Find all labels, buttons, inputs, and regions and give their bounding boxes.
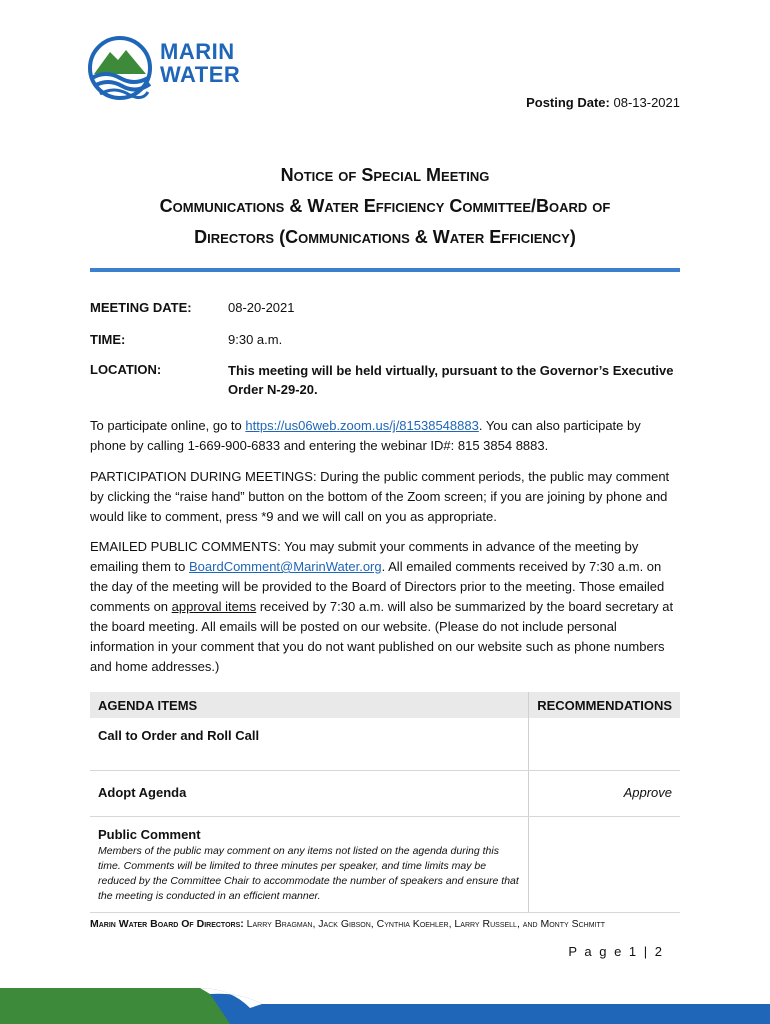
logo-line-2: WATER <box>160 62 241 87</box>
board-comment-email-link[interactable]: BoardComment@MarinWater.org <box>189 559 382 574</box>
participate-paragraph <box>90 416 680 456</box>
posting-date <box>526 95 680 110</box>
agenda-item-title: Public Comment <box>98 826 201 842</box>
agenda-item-cell <box>90 816 529 912</box>
page-number: P a g e 1 | 2 <box>568 944 664 959</box>
participate-post: . You can also participate by phone by calling 1-669-900-6833 and entering the webinar ID#: 815 3854 8883. <box>90 418 641 453</box>
approval-items-underlined: approval items <box>171 599 257 614</box>
title-line-3: Directors (Communications & Water Efficiency) <box>194 227 576 247</box>
posting-date-value: 08-13-2021 <box>613 95 680 110</box>
meeting-date-value: 08-20-2021 <box>228 300 295 315</box>
recommendation-cell <box>529 718 680 770</box>
emailed-pre: EMAILED PUBLIC COMMENTS: You may submit your comments in advance of the meeting by emailing them to <box>90 539 639 574</box>
meeting-time-label: TIME: <box>90 332 126 347</box>
table-row <box>90 770 680 816</box>
emailed-comments-paragraph <box>90 537 680 677</box>
agenda-item-description: Members of the public may comment on any items not listed on the agenda during this time. Comments will be limited to three minutes per speaker, and time limits may be reduced by the Committee Chair to accommodate the number of speakers and ensure that the meeting is conducted in an efficient manner. <box>98 844 519 902</box>
agenda-items-header: AGENDA ITEMS <box>90 692 529 718</box>
recommendation-cell: Approve <box>529 770 680 816</box>
meeting-time-value: 9:30 a.m. <box>228 332 283 347</box>
page-title <box>60 160 710 253</box>
agenda-item-title: Adopt Agenda <box>98 784 187 800</box>
table-row <box>90 718 680 770</box>
title-line-2: Communications & Water Efficiency Committee/Board of <box>159 196 611 216</box>
agenda-table <box>90 692 680 913</box>
posting-date-label: Posting Date: <box>526 95 610 110</box>
zoom-link[interactable]: https://us06web.zoom.us/j/81538548883 <box>245 418 479 433</box>
agenda-item-title: Call to Order and Roll Call <box>98 728 260 743</box>
agenda-item-cell <box>90 770 529 816</box>
footer-wave-decoration <box>0 978 770 1024</box>
agenda-header-row <box>90 692 680 718</box>
participation-paragraph: PARTICIPATION DURING MEETINGS: During the public comment periods, the public may comment by clicking the “raise hand” button on the bottom of the Zoom screen; if you are joining by phone and would like to comment, press *9 and we will call on you as appropriate. <box>90 469 670 524</box>
participate-pre: To participate online, go to <box>90 418 246 433</box>
title-line-1: Notice of Special Meeting <box>280 165 490 185</box>
emailed-mid2: received by 7:30 a.m. will also be summarized by the board secretary at the board meeting. All emails will be posted on our website. (Please do not include personal information in your comment that you do not want published on our website such as phone numbers and home addresses.) <box>90 599 674 674</box>
table-row <box>90 816 680 912</box>
recommendations-header: RECOMMENDATIONS <box>529 692 680 718</box>
recommendation-cell <box>529 816 680 912</box>
title-divider <box>90 268 680 272</box>
emailed-mid1: . All emailed comments received by 7:30 a.m. on the day of the meeting will be provided to the Board of Directors prior to the meeting. Those emailed comments on <box>90 559 665 614</box>
meeting-date-label: MEETING DATE: <box>90 300 192 315</box>
agenda-item-cell <box>90 718 529 770</box>
location-value: This meeting will be held virtually, pursuant to the Governor’s Executive Order N-29-20. <box>228 363 674 397</box>
location-label: LOCATION: <box>90 362 162 377</box>
board-of-directors <box>90 918 690 930</box>
logo-line-1: MARIN <box>160 39 235 64</box>
logo-wordmark <box>160 40 240 86</box>
board-label: Marin Water Board Of Directors: <box>90 918 244 930</box>
board-names: Larry Bragman, Jack Gibson, Cynthia Koehler, Larry Russell, and Monty Schmitt <box>246 918 606 930</box>
